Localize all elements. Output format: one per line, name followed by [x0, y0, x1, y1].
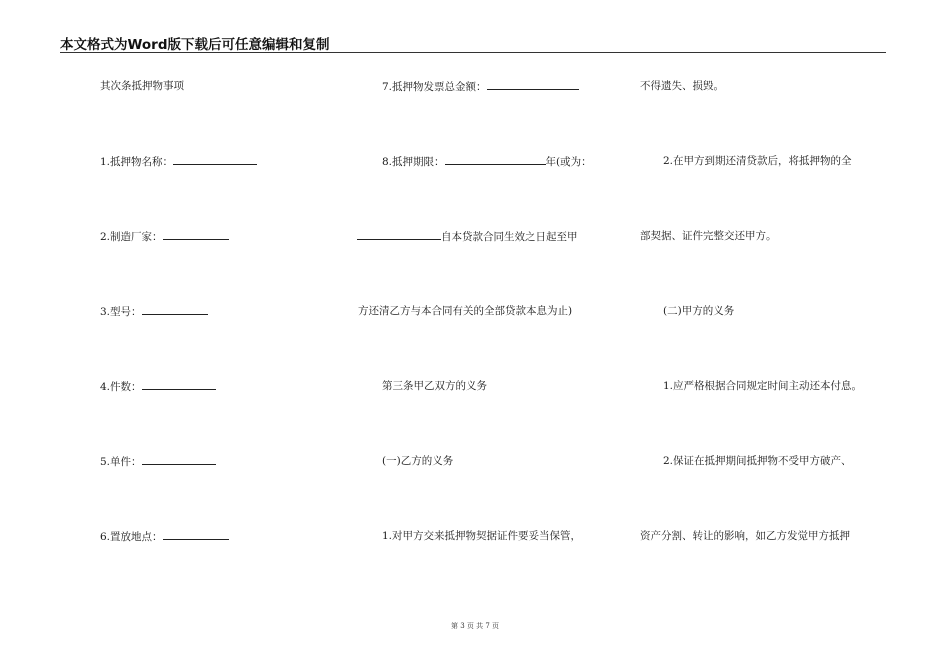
quantity-label: 4.件数： [100, 381, 142, 393]
location-label: 6.置放地点： [100, 531, 163, 543]
right-line-3: 部契据、证件完整交还甲方。 [640, 230, 777, 242]
collateral-name-label: 1.抵押物名称： [100, 156, 174, 168]
page-header-title: 本文格式为Word版下载后可任意编辑和复制 [60, 37, 330, 53]
manufacturer-blank [163, 229, 229, 240]
right-line-5: 1.应严格根据合同规定时间主动还本付息。 [663, 380, 863, 392]
middle-line-1 [382, 79, 579, 94]
left-line-7 [100, 529, 229, 544]
middle-line-5: 第三条甲乙双方的义务 [382, 380, 487, 392]
left-line-3 [100, 229, 229, 244]
invoice-total-blank [487, 79, 579, 90]
middle-line-2 [382, 154, 592, 169]
unit-price-blank [142, 454, 216, 465]
term-label: 8.抵押期限： [382, 156, 445, 168]
location-blank [163, 529, 229, 540]
collateral-name-blank [173, 154, 257, 165]
middle-line-6: (一)乙方的义务 [382, 455, 454, 467]
middle-line-4: 方还清乙方与本合同有关的全部贷款本息为止) [358, 305, 573, 317]
right-line-1: 不得遗失、损毁。 [640, 80, 724, 92]
left-line-4 [100, 304, 208, 319]
right-line-4: (二)甲方的义务 [663, 305, 735, 317]
quantity-blank [142, 379, 216, 390]
manufacturer-label: 2.制造厂家： [100, 231, 163, 243]
left-line-6 [100, 454, 216, 469]
term-suffix: 年(或为： [545, 156, 592, 168]
right-line-2: 2.在甲方到期还清贷款后，将抵押物的全 [663, 155, 852, 167]
term-blank [445, 154, 546, 165]
left-line-2 [100, 154, 257, 169]
term-date-text: 自本贷款合同生效之日起至甲 [441, 231, 578, 243]
model-label: 3.型号： [100, 306, 142, 318]
model-blank [142, 304, 208, 315]
term-date-blank [357, 229, 441, 240]
header-divider [60, 52, 886, 53]
invoice-total-label: 7.抵押物发票总金额： [382, 81, 487, 93]
right-line-6: 2.保证在抵押期间抵押物不受甲方破产、 [663, 455, 852, 467]
page-number-footer: 第 3 页 共 7 页 [450, 622, 500, 630]
middle-line-7: 1.对甲方交来抵押物契据证件要妥当保管， [382, 530, 582, 542]
left-line-1: 其次条抵押物事项 [100, 80, 184, 92]
middle-line-3 [357, 229, 578, 244]
unit-price-label: 5.单件： [100, 456, 142, 468]
right-line-7: 资产分割、转让的影响，如乙方发觉甲方抵押 [640, 530, 850, 542]
left-line-5 [100, 379, 216, 394]
